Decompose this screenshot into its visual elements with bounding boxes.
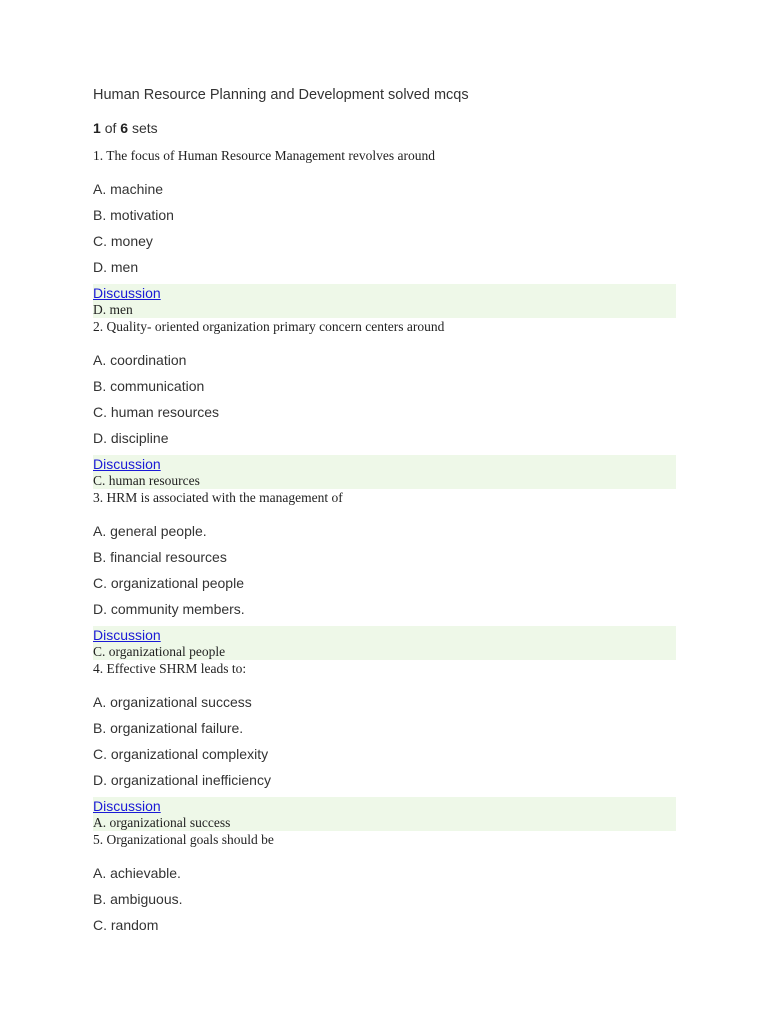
option-a: A. machine bbox=[93, 181, 164, 197]
set-counter bbox=[93, 120, 158, 136]
answer-box bbox=[93, 455, 676, 489]
question-text: 5. Organizational goals should be bbox=[93, 832, 274, 847]
option-list bbox=[93, 693, 271, 797]
discussion-link[interactable]: Discussion bbox=[93, 627, 161, 643]
question-1 bbox=[93, 148, 676, 319]
question-4 bbox=[93, 661, 676, 832]
question-text: 1. The focus of Human Resource Management revolves around bbox=[93, 148, 436, 163]
option-d: D. men bbox=[93, 259, 139, 275]
answer-box bbox=[93, 626, 676, 660]
option-b: B. communication bbox=[93, 378, 205, 394]
option-a: A. organizational success bbox=[93, 694, 252, 710]
correct-answer: D. men bbox=[93, 302, 133, 317]
question-5 bbox=[93, 832, 676, 1003]
option-c: C. human resources bbox=[93, 404, 220, 420]
question-2 bbox=[93, 319, 676, 490]
option-c: C. organizational people bbox=[93, 575, 244, 591]
option-d: D. community members. bbox=[93, 601, 245, 617]
option-b: B. organizational failure. bbox=[93, 720, 244, 736]
question-text: 3. HRM is associated with the management of bbox=[93, 490, 343, 505]
option-list bbox=[93, 522, 245, 626]
total-sets-number: 6 bbox=[120, 120, 129, 136]
option-list bbox=[93, 351, 219, 455]
correct-answer: C. organizational people bbox=[93, 644, 226, 659]
option-c: C. money bbox=[93, 233, 153, 249]
current-set-number: 1 bbox=[93, 120, 101, 136]
discussion-link[interactable]: Discussion bbox=[93, 456, 161, 472]
correct-answer: A. organizational success bbox=[93, 815, 231, 830]
option-b: B. financial resources bbox=[93, 549, 227, 565]
option-b: B. motivation bbox=[93, 207, 174, 223]
correct-answer: C. human resources bbox=[93, 473, 200, 488]
option-d: D. organizational inefficiency bbox=[93, 772, 271, 788]
page-title: Human Resource Planning and Development solved mcqs bbox=[93, 87, 469, 103]
option-a: A. achievable. bbox=[93, 865, 181, 881]
answer-box bbox=[93, 797, 676, 831]
question-text: 4. Effective SHRM leads to: bbox=[93, 661, 247, 676]
discussion-link[interactable]: Discussion bbox=[93, 285, 161, 301]
option-c: C. random bbox=[93, 917, 159, 933]
question-3 bbox=[93, 490, 676, 661]
answer-box bbox=[93, 284, 676, 318]
sets-label: sets bbox=[131, 120, 158, 136]
option-a: A. coordination bbox=[93, 352, 187, 368]
discussion-link[interactable]: Discussion bbox=[93, 798, 161, 814]
option-list bbox=[93, 864, 183, 942]
option-list bbox=[93, 180, 174, 284]
option-d: D. discipline bbox=[93, 430, 169, 446]
question-text: 2. Quality- oriented organization primary concern centers around bbox=[93, 319, 445, 334]
option-a: A. general people. bbox=[93, 523, 207, 539]
option-c: C. organizational complexity bbox=[93, 746, 269, 762]
set-of-label: of bbox=[104, 120, 117, 136]
question-list bbox=[93, 148, 676, 1003]
option-b: B. ambiguous. bbox=[93, 891, 183, 907]
